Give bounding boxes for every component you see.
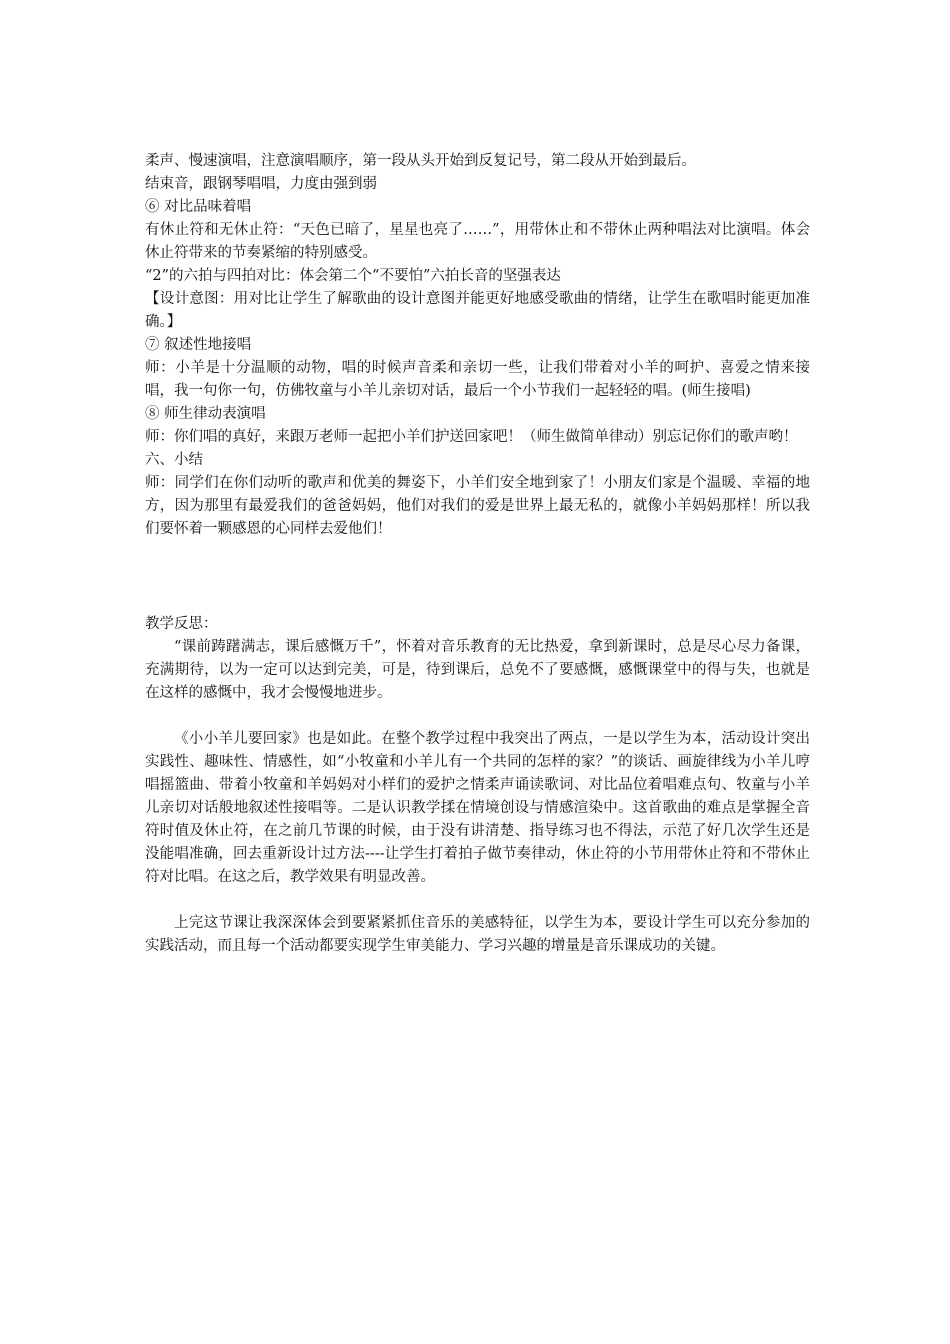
paragraph-spacer xyxy=(145,889,810,912)
summary-paragraph: 师：同学们在你们动听的歌声和优美的舞姿下，小羊们安全地到家了！小朋友们家是个温暖、幸福的地方，因为那里有最爱我们的爸爸妈妈，他们对我们的爱是世界上最无私的，就像小羊妈妈那样！所以我们要怀着一颗感恩的心同样去爱他们！ xyxy=(145,475,810,537)
document-page xyxy=(145,150,810,958)
step-8-heading: ⑧ 师生律动表演唱 xyxy=(145,406,266,422)
step-6-heading: ⑥ 对比品味着唱 xyxy=(145,199,252,215)
summary-heading: 六、小结 xyxy=(145,452,203,468)
paragraph-spacer xyxy=(145,705,810,728)
step-7-heading: ⑦ 叙述性地接唱 xyxy=(145,337,252,353)
performance-order-paragraph: 柔声、慢速演唱，注意演唱顺序，第一段从头开始到反复记号，第二段从开始到最后。 xyxy=(145,153,696,169)
section-spacer xyxy=(145,541,810,613)
rest-contrast-paragraph: 有休止符和无休止符：“天色已暗了，星星也亮了……”，用带休止和不带休止两种唱法对比演唱。体会休止符带来的节奏紧缩的特别感受。 xyxy=(145,222,810,261)
reflection-paragraph-1: “课前踌躇满志，课后感慨万千”，怀着对音乐教育的无比热爱，拿到新课时，总是尽心尽力备课，充满期待，以为一定可以达到完美，可是，待到课后，总免不了要感慨，感慨课堂中的得与失，也就是在这样的感慨中，我才会慢慢地进步。 xyxy=(145,639,810,701)
movement-performance-paragraph: 师：你们唱的真好，来跟万老师一起把小羊们护送回家吧！（师生做简单律动）别忘记你们的歌声哟！ xyxy=(145,429,798,445)
narrative-singing-paragraph: 师：小羊是十分温顺的动物，唱的时候声音柔和亲切一些，让我们带着对小羊的呵护、喜爱之情来接唱，我一句你一句，仿佛牧童与小羊儿亲切对话，最后一个小节我们一起轻轻的唱。(师生接唱) xyxy=(145,360,810,399)
reflection-heading: 教学反思： xyxy=(145,616,218,632)
beat-contrast-paragraph: “2”的六拍与四拍对比：体会第二个“不要怕”六拍长音的坚强表达 xyxy=(145,268,561,284)
reflection-paragraph-3: 上完这节课让我深深体会到要紧紧抓住音乐的美感特征，以学生为本，要设计学生可以充分参加的实践活动，而且每一个活动都要实现学生审美能力、学习兴趣的增量是音乐课成功的关键。 xyxy=(145,915,810,954)
ending-note-paragraph: 结束音，跟钢琴唱唱，力度由强到弱 xyxy=(145,176,377,192)
design-intent-paragraph: 【设计意图：用对比让学生了解歌曲的设计意图并能更好地感受歌曲的情绪，让学生在歌唱时能更加准确。】 xyxy=(145,291,810,330)
reflection-paragraph-2: 《小小羊儿要回家》也是如此。在整个教学过程中我突出了两点，一是以学生为本，活动设计突出实践性、趣味性、情感性，如“小牧童和小羊儿有一个共同的怎样的家？”的谈话、画旋律线为小羊儿哼唱摇篮曲、带着小牧童和羊妈妈对小样们的爱护之情柔声诵读歌词、对比品位着唱难点句、牧童与小羊儿亲切对话般地叙述性接唱等。二是认识教学揉在情境创设与情感渲染中。这首歌曲的难点是掌握全音符时值及休止符，在之前几节课的时候，由于没有讲清楚、指导练习也不得法，示范了好几次学生还是没能唱准确，回去重新设计过方法----让学生打着拍子做节奏律动，休止符的小节用带休止符和不带休止符对比唱。在这之后，教学效果有明显改善。 xyxy=(145,731,810,885)
